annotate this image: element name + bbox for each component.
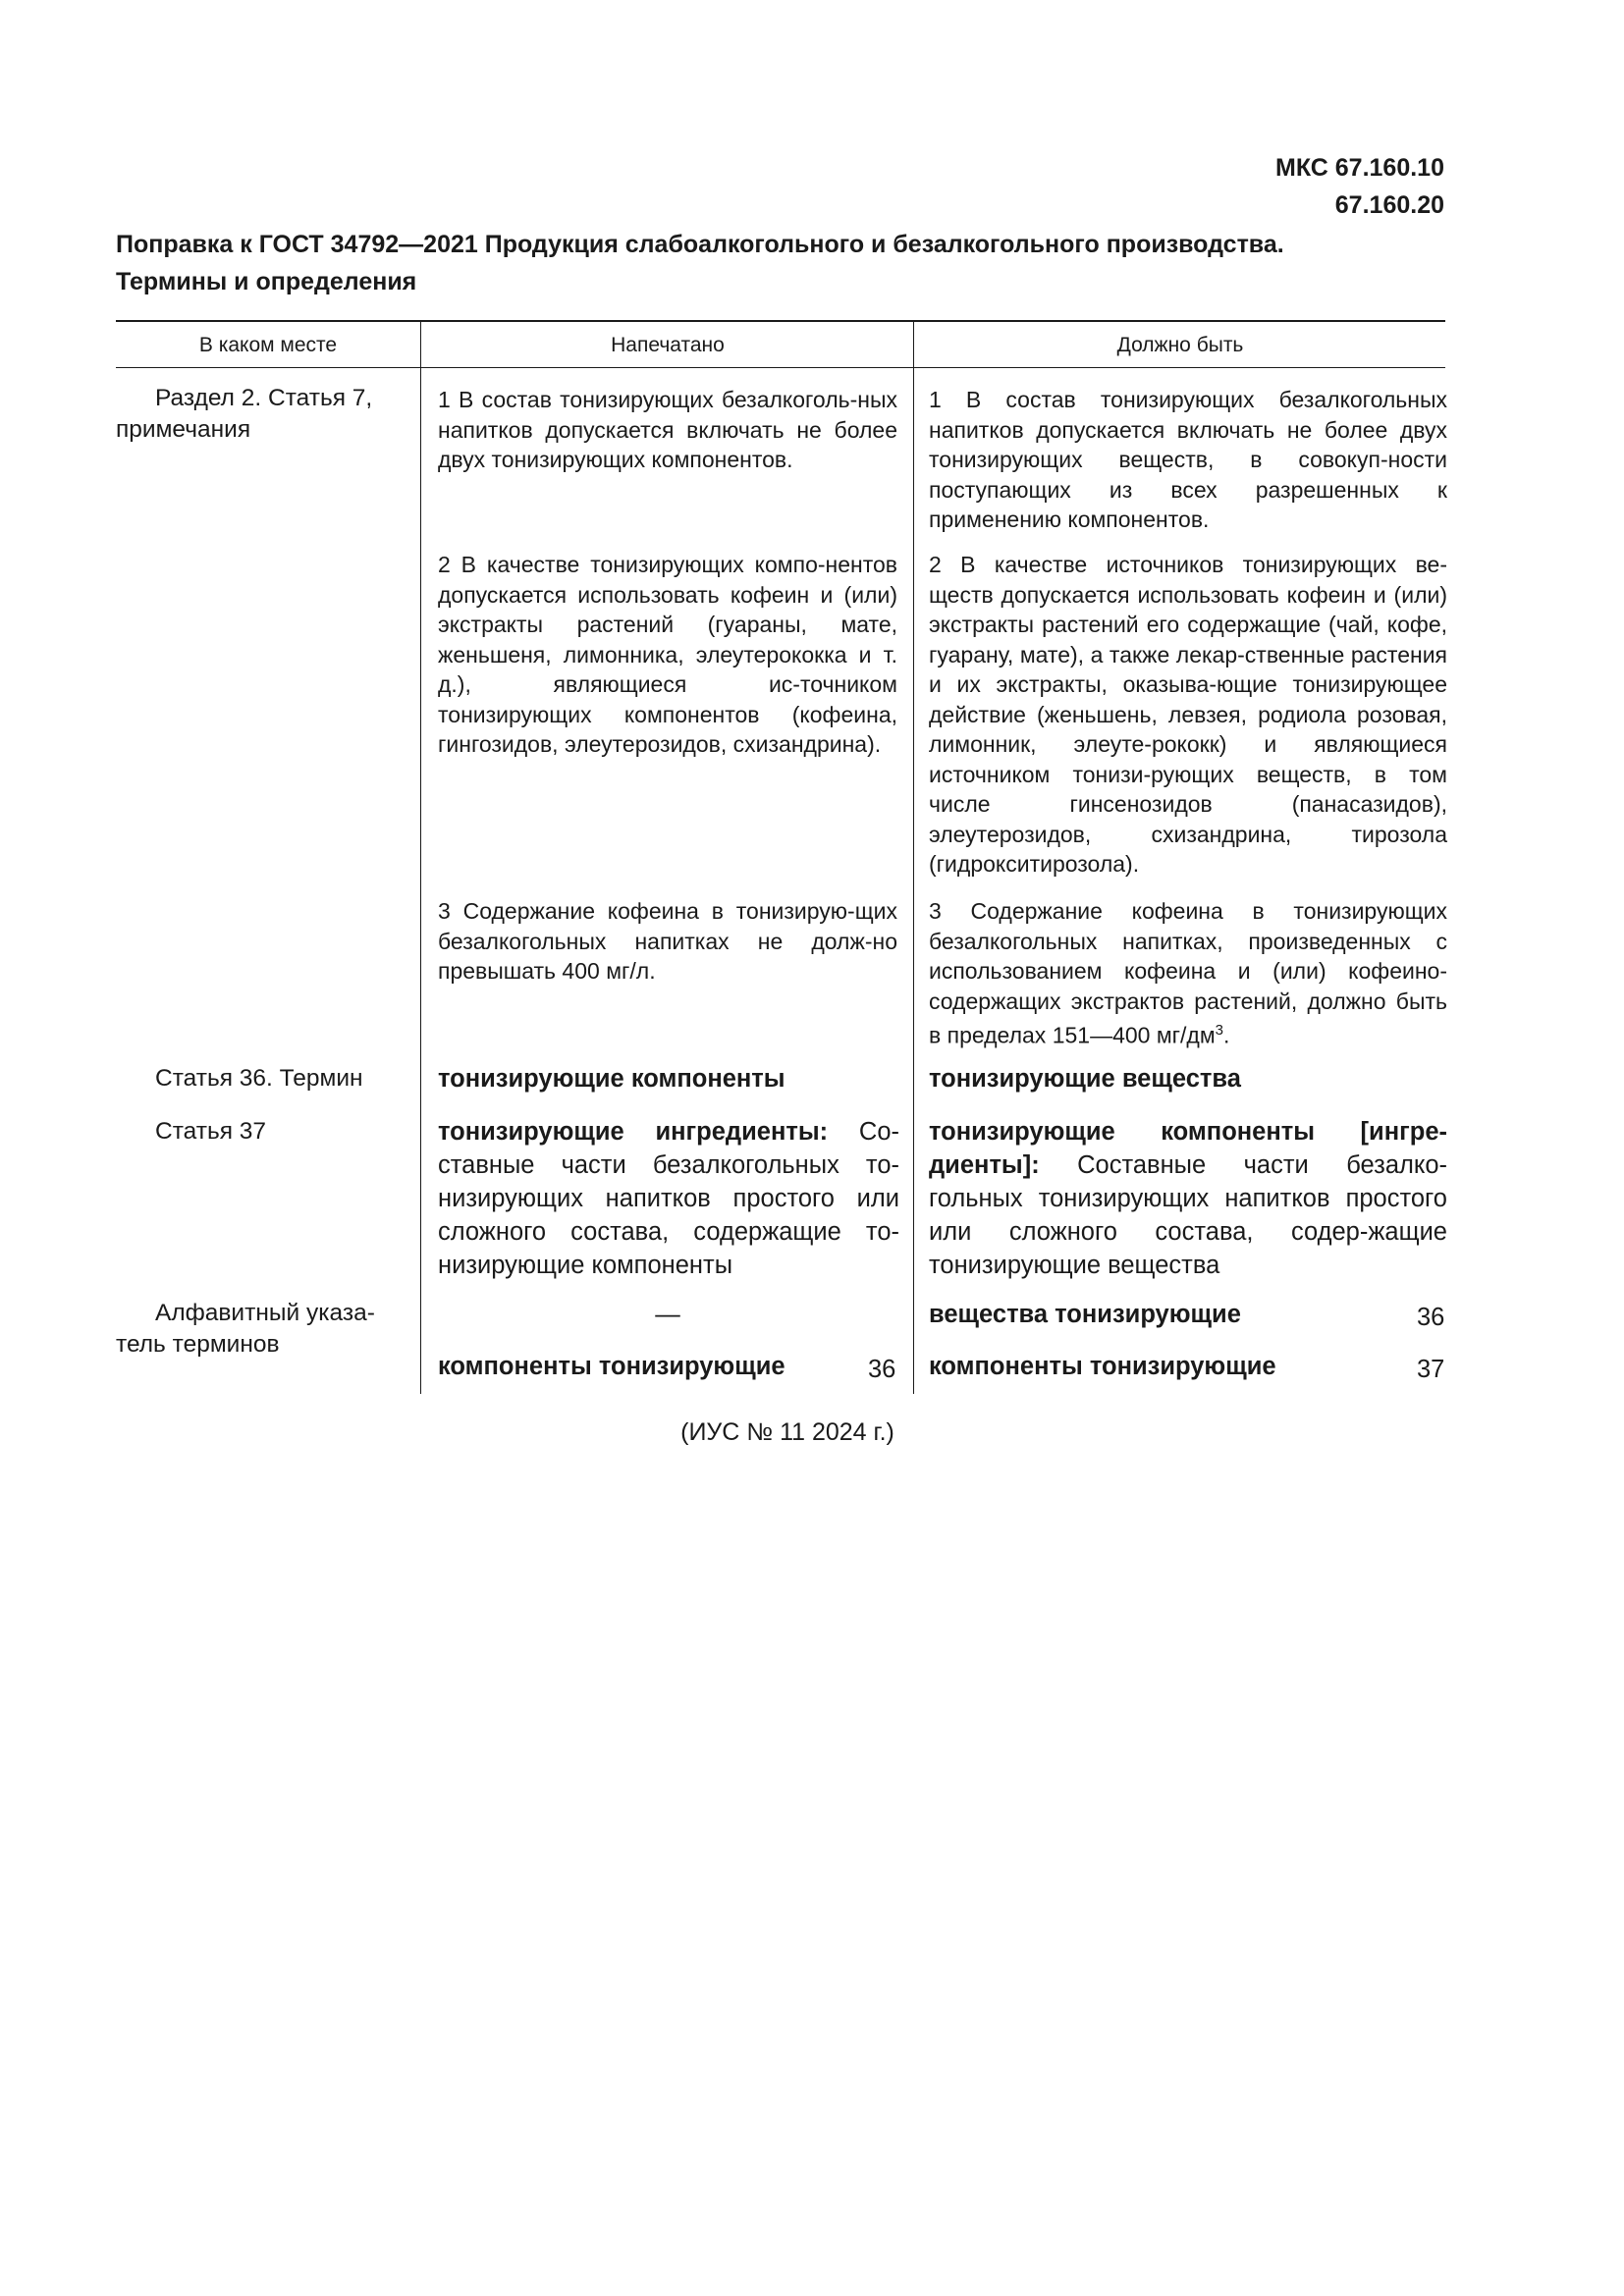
row1-correct-note-1: 1 В состав тонизирующих безалкогольных напитков допускается включать не более двух тонизирующих веществ, в совокуп-ности поступающих из всех разрешенных к применению компонентов. — [929, 387, 1447, 532]
row2-printed-term: тонизирующие компоненты — [438, 1065, 785, 1093]
ius-reference: (ИУС № 11 2024 г.) — [680, 1418, 894, 1446]
row2-correct-term: тонизирующие вещества — [929, 1065, 1241, 1093]
row3-printed-term: тонизирующие ингредиенты: — [438, 1118, 829, 1146]
row1-correct-note-3-period: . — [1223, 1022, 1230, 1048]
row4-correct-term-1: вещества тонизирующие — [929, 1301, 1241, 1328]
row1-printed-note-3: 3 Содержание кофеина в тонизирую-щих безалкогольных напитках не долж-но превышать 400 мг/л. — [438, 898, 897, 984]
row4-correct-number-2: 37 — [1417, 1356, 1445, 1383]
row4-printed-number: 36 — [868, 1356, 896, 1383]
row3-printed-definition — [438, 1115, 899, 1282]
column-header-correct: Должно быть — [1116, 334, 1244, 356]
row3-correct-term: тонизирующие компоненты [ингре-диенты]: — [929, 1118, 1447, 1179]
row4-printed-term: компоненты тонизирующие — [438, 1353, 785, 1380]
row1-correct-note-3-superscript: 3 — [1215, 1022, 1223, 1039]
mks-code-1: МКС 67.160.10 — [1275, 154, 1444, 182]
row4-location: Алфавитный указа-тель терминов — [116, 1300, 375, 1358]
row2-location: Статья 36. Термин — [155, 1065, 363, 1092]
mks-code-2: 67.160.20 — [1334, 191, 1444, 219]
row1-location: Раздел 2. Статья 7, примечания — [116, 385, 373, 443]
row3-printed-def: Со-ставные части безалкогольных то-низирующих напитков простого или сложного состава, содержащие то-низирующие компоненты — [438, 1118, 899, 1279]
row4-correct-number-1: 36 — [1417, 1304, 1445, 1331]
table-top-rule — [116, 320, 1445, 322]
column-header-location: В каком месте — [198, 334, 338, 356]
row3-location: Статья 37 — [155, 1118, 267, 1145]
row4-correct-term-2: компоненты тонизирующие — [929, 1353, 1276, 1380]
row3-correct-def: Составные части безалко-гольных тонизирующих напитков простого или сложного состава, содер-жащие тонизирующие вещества — [929, 1151, 1447, 1279]
row4-printed-dash: — — [655, 1301, 680, 1328]
row3-correct-definition — [929, 1115, 1447, 1282]
column-header-printed: Напечатано — [611, 334, 725, 356]
row1-printed-note-2: 2 В качестве тонизирующих компо-нентов допускается использовать кофеин и (или) экстракты растений (гуараны, мате, женьшеня, лимонника, элеутерококка и т. д.), являющиеся ис-точником тонизирующих компонентов (кофеина, гингозидов, элеутерозидов, схизандрина). — [438, 552, 897, 757]
title-line-2: Термины и определения — [116, 268, 417, 295]
column-divider-1 — [420, 322, 421, 1394]
row1-correct-note-3-text: 3 Содержание кофеина в тонизирующих безалкогольных напитках, произведенных с использованием кофеина и (или) кофеино-содержащих экстрактов растений, должно быть в пределах 151—400 мг/дм — [929, 898, 1447, 1048]
document-title — [116, 226, 1451, 300]
row1-printed-note-1: 1 В состав тонизирующих безалкоголь-ных напитков допускается включать не более двух тонизирующих компонентов. — [438, 387, 897, 472]
table-header-rule — [116, 367, 1445, 368]
column-divider-2 — [913, 322, 914, 1394]
row1-correct-note-3 — [929, 896, 1447, 1050]
mks-codes — [1275, 149, 1444, 224]
row1-correct-note-2: 2 В качестве источников тонизирующих ве-ществ допускается использовать кофеин и (или) экстракты растений его содержащие (чай, кофе, гуарану, мате), а также лекар-ственные растения и их экстракты, оказыва-ющие тонизирующее действие (женьшень, левзея, родиола розовая, лимонник, элеуте-рококк) и являющиеся источником тонизи-рующих веществ, в том числе гинсенозидов (панасазидов), элеутерозидов, схизандрина, тирозола (гидрокситирозола). — [929, 552, 1447, 877]
title-line-1: Поправка к ГОСТ 34792—2021 Продукция слабоалкогольного и безалкогольного производства. — [116, 231, 1284, 258]
